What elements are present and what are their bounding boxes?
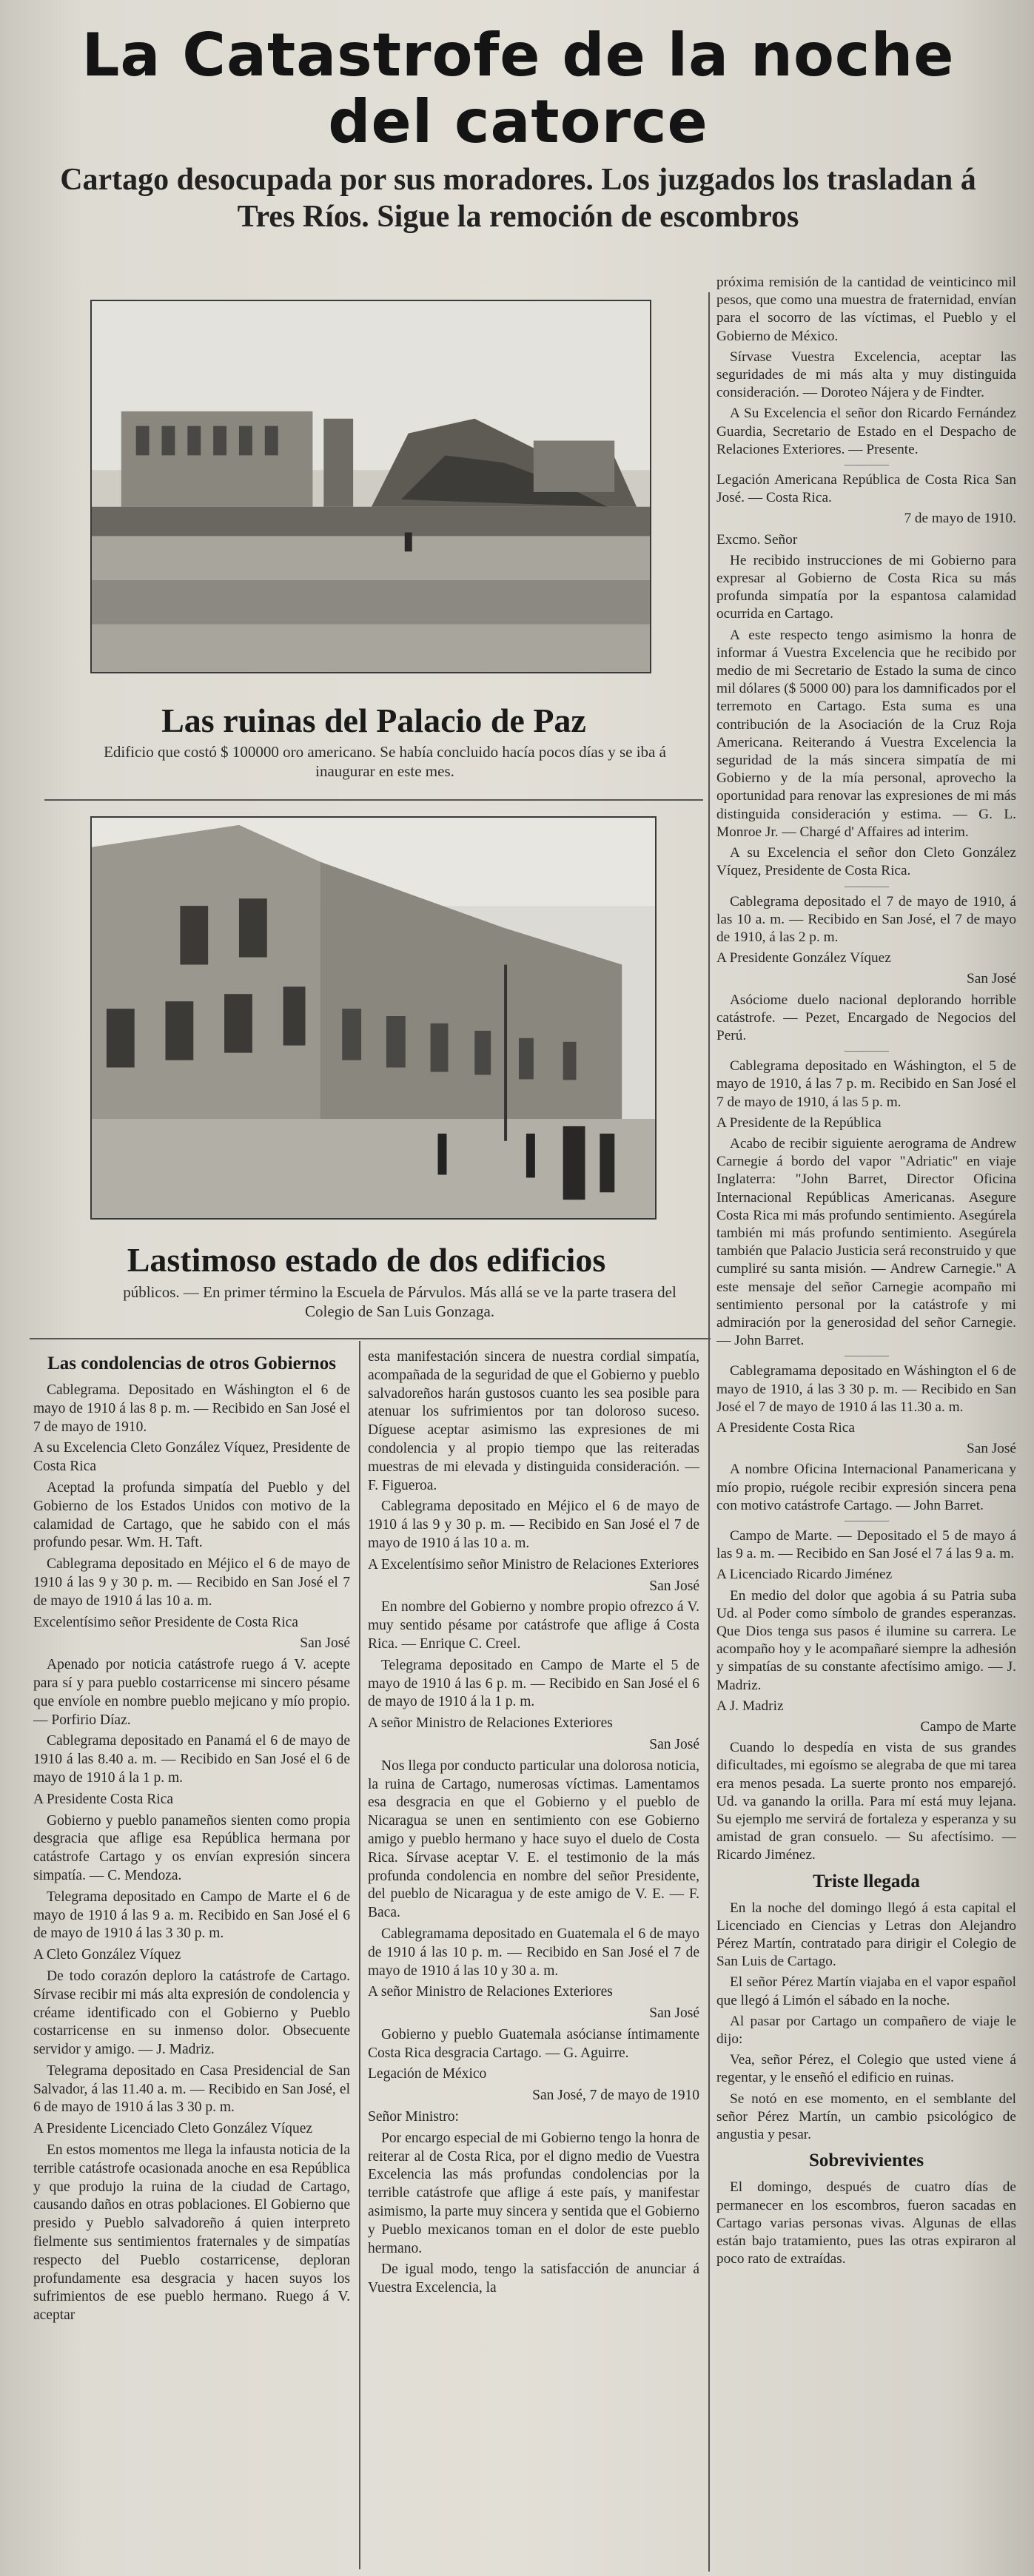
- col3-p20: Campo de Marte. — Depositado el 5 de mayo á las 9 a. m. — Recibido en San José el 7 á las 9 a. m.: [716, 1528, 1016, 1562]
- col3-p2: A Su Excelencia el señor don Ricardo Fernández Guardia, Secretario de Estado en el Despacho de Relaciones Exteriores. — Presente.: [716, 406, 1016, 457]
- photo1-caption: Edificio que costó $ 100000 oro americano. Se había concluido hacía pocos días y se iba á inaugurar en este mes.: [104, 743, 666, 780]
- col3-p10: A Presidente González Víquez: [716, 950, 891, 966]
- col1-p7: Cablegrama depositado en Panamá el 6 de mayo de 1910 á las 8.40 a. m. — Recibido en San José el 6 de mayo de 1910 á la 1 p. m.: [33, 1733, 350, 1786]
- condolencias-heading: Las condolencias de otros Gobiernos: [47, 1353, 336, 1373]
- col2-p5: Telegrama depositado en Campo de Marte el 5 de mayo de 1910 á las 6 p. m. — Recibido en San José el 6 de mayo de 1910 á la 1 p. m.: [368, 1657, 699, 1710]
- col3-p1: Sírvase Vuestra Excelencia, aceptar las seguridades de mi más alta y muy distinguida consideración. — Doroteo Nájera y de Findter.: [716, 349, 1016, 401]
- col1-p9: Gobierno y pueblo panameños sienten como propia desgracia que aflige esa República hermana por catástrofe Cartago y os envían expresión sincera simpatía. — C. Mendoza.: [33, 1812, 350, 1883]
- col3-p3: Legación Americana República de Costa Rica San José. — Costa Rica.: [716, 472, 1016, 506]
- col3-p23: A J. Madriz: [716, 1698, 784, 1714]
- photo2-title: Lastimoso estado de dos edificios: [127, 1241, 606, 1279]
- col2-p11: San José: [649, 2005, 699, 2022]
- triste-llegada-heading: Triste llegada: [813, 1871, 920, 1891]
- col3-p18: San José: [967, 1441, 1016, 1457]
- col1-p11: A Cleto González Víquez: [33, 1947, 181, 1963]
- col3-p26: En la noche del domingo llegó á esta capital el Licenciado en Ciencias y Letras don Alejandro Pérez Martín, contratado para dirigir el Colegio de San Luis de Cartago.: [716, 1900, 1016, 1970]
- photo-palacio-de-paz: [90, 300, 651, 673]
- lower-divider: [30, 1338, 711, 1339]
- article-column-2: [368, 1348, 699, 2572]
- col3-p25: Cuando lo despedía en vista de sus grandes dificultades, mi egoísmo se alegraba de que mi tarea era menos pesada. La suerte pronto nos emparejó. Ud. va ganando la orilla. Para mí está muy lejana. Su ejemplo me servirá de fortaleza y esperanza y su amistad de gran consuelo. — Su afectísimo. — Ricardo Jiménez.: [716, 1740, 1016, 1863]
- col1-p10: Telegrama depositado en Campo de Marte el 6 de mayo de 1910 á las 9 a. m. Recibido en San José el 6 de mayo de 1910 á las 3 30 p. m.: [33, 1889, 350, 1942]
- col3-separator-3: [845, 1051, 889, 1052]
- col1-p2: Aceptad la profunda simpatía del Pueblo y del Gobierno de los Estados Unidos con motivo de la calamidad de Cartago, que he sabido con el más profundo pesar. Wm. H. Taft.: [33, 1479, 350, 1551]
- photo2-caption: públicos. — En primer término la Escuela de Párvulos. Más allá se ve la parte trasera del Colegio de San Luis Gonzaga.: [123, 1283, 677, 1320]
- article-column-1: [33, 1347, 350, 2572]
- col2-p16: Por encargo especial de mi Gobierno tengo la honra de reiterar al de Costa Rica, por el digno medio de Vuestra Excelencia las más profundas condolencias por la terrible catástrofe que aflige á este país, y manifestar asimismo, la parte muy sincera y sentida que el Gobierno y Pueblo mexicanos toman en el dolor de este pueblo hermano.: [368, 2130, 699, 2256]
- col2-p0: esta manifestación sincera de nuestra cordial simpatía, acompañada de la seguridad de que el Gobierno y pueblo salvadoreños harán gustosos cuanto les sea posible para atenuar los sufrimientos por tan doloroso suceso. Díguese aceptar asimismo las expresiones de mi condolencia y al propio tiempo que las reiteradas muestras de mi elevada y distinguida consideración. — F. Figueroa.: [368, 1349, 699, 1493]
- col1-p0: Cablegrama. Depositado en Wáshington el 6 de mayo de 1910 á las 8 p. m. — Recibido en San José el 7 de mayo de 1910.: [33, 1382, 350, 1435]
- col1-p6: Apenado por noticia catástrofe ruego á V. acepte para sí y para pueblo costarricense mi sincero pésame que envíole en nombre pueblo mejicano y mío propio. — Porfirio Díaz.: [33, 1657, 350, 1728]
- col2-p10: A señor Ministro de Relaciones Exteriores: [368, 1984, 613, 2000]
- col3-p7: A este respecto tengo asimismo la honra de informar á Vuestra Excelencia que he recibido por medio de mi Secretario de Estado la suma de cinco mil dólares ($ 5000 00) para los damnificados por el terremoto en Cartago. Esta suma es una contribución de la Asociación de la Cruz Roja Americana. Reiterando á Vuestra Excelencia la seguridad de la más sincera simpatía de mi Gobierno y de la mía personal, aprovecho la oportunidad para renovar las expresiones de mi más distinguida consideración y estima. — G. L. Monroe Jr. — Chargé d' Affaires ad interim.: [716, 627, 1016, 840]
- col3-p5: Excmo. Señor: [716, 531, 798, 548]
- col2-p7: San José: [649, 1736, 699, 1752]
- col2-p3: San José: [649, 1578, 699, 1594]
- col1-p3: Cablegrama depositado en Méjico el 6 de mayo de 1910 á las 9 y 30 p. m. — Recibido en San José el 7 de mayo de 1910 á las 10 a. m.: [33, 1556, 350, 1609]
- col3-p9: Cablegrama depositado el 7 de mayo de 1910, á las 10 a. m. — Recibido en San José, el 7 de mayo de 1910, á las 2 p. m.: [716, 893, 1016, 945]
- col1-p1: A su Excelencia Cleto González Víquez, Presidente de Costa Rica: [33, 1440, 350, 1475]
- col3-p8: A su Excelencia el señor don Cleto González Víquez, Presidente de Costa Rica.: [716, 845, 1016, 879]
- column-rule-2: [708, 292, 710, 2572]
- col2-p13: Legación de México: [368, 2066, 487, 2082]
- column-rule-1: [359, 1341, 360, 2569]
- col3-p12: Asóciome duelo nacional deplorando horrible catástrofe. — Pezet, Encargado de Negocios del Perú.: [716, 992, 1016, 1043]
- col3-p24: Campo de Marte: [920, 1719, 1016, 1735]
- col2-p1: Cablegrama depositado en Méjico el 6 de mayo de 1910 á las 9 y 30 p. m. — Recibido en San José el 7 de mayo de 1910 á las 10 a. m.: [368, 1499, 699, 1551]
- col3-p29: Vea, señor Pérez, el Colegio que usted viene á regentar, y le enseñó el edificio en ruinas.: [716, 2052, 1016, 2086]
- page-subheadline: Cartago desocupada por sus moradores. Los juzgados los trasladan á Tres Ríos. Sigue la remoción de escombros: [60, 163, 976, 234]
- col3-p13: Cablegrama depositado en Wáshington, el 5 de mayo de 1910, á las 7 p. m. Recibido en San José el 7 de mayo de 1910, á las 5 p. m.: [716, 1058, 1016, 1110]
- col2-p8: Nos llega por conducto particular una dolorosa noticia, la ruina de Cartago, numerosas víctimas. Lamentamos esa desgracia en que el Gobierno y el pueblo de Nicaragua se unen en sentimiento con ese Gobierno amigo y pueblo hermano y hace suyo el duelo de Costa Rica. Sírvase aceptar V. E. el testimonio de la más profunda condolencia en nombre del señor Presidente, del pueblo de Nicaragua y de este amigo de V. E. — F. Baca.: [368, 1758, 699, 1921]
- col2-p14: San José, 7 de mayo de 1910: [532, 2088, 699, 2104]
- col3-p16: Cablegramama depositado en Wáshington el 6 de mayo de 1910, á las 3 30 p. m. — Recibido en San José el 7 de mayo de 1910 á las 11.30 a. m.: [716, 1363, 1016, 1415]
- sobrevivientes-heading: Sobrevivientes: [808, 2150, 924, 2171]
- col3-p15: Acabo de recibir siguiente aerograma de Andrew Carnegie á bordo del vapor "Adriatic" en viaje Inglaterra: "John Barret, Director Oficina Internacional Repúblicas Americanas. Asegure Costa Rica mi más profundo sentimiento. Asegúrela también mi más profundo sentimiento. Asegúrela también que Palacio Justicia será reconstruido y que cumpliré su santa misión. — Andrew Carnegie." A este mensaje del señor Carnegie acompaño mi sentimiento personal por la catástrofe y mi admiración por la generosidad del señor Carnegie. — John Barret.: [716, 1135, 1016, 1349]
- col3-p21: A Licenciado Ricardo Jiménez: [716, 1567, 893, 1583]
- col1-p5: San José: [300, 1635, 350, 1652]
- col3-p11: San José: [967, 971, 1016, 987]
- col3-p0: próxima remisión de la cantidad de veinticinco mil pesos, que como una muestra de fraternidad, envían para el socorro de las víctimas, el Pueblo y el Gobierno de México.: [716, 275, 1016, 344]
- col2-p12: Gobierno y pueblo Guatemala asócianse íntimamente Costa Rica desgracia Cartago. — G. Aguirre.: [368, 2026, 699, 2061]
- col2-p15: Señor Ministro:: [368, 2109, 459, 2125]
- col1-p13: Telegrama depositado en Casa Presidencial de San Salvador, á las 11.40 a. m. — Recibido en San José, el 6 de mayo de 1910 á las 3 30 p. m.: [33, 2062, 350, 2116]
- col3-p22: En medio del dolor que agobia á su Patria suba Ud. al Poder como símbolo de grandes esperanzas. Que Dios tenga sus pasos é ilumine su carrera. Le acompaño hoy y le acompañaré siempre la adhesión y simpatías de su constante afectísimo amigo. — J. Madriz.: [716, 1587, 1016, 1693]
- col3-p14: A Presidente de la República: [716, 1114, 882, 1131]
- col2-p6: A señor Ministro de Relaciones Exteriores: [368, 1715, 613, 1732]
- col3-p17: A Presidente Costa Rica: [716, 1419, 855, 1436]
- col3-p27: El señor Pérez Martín viajaba en el vapor español que llegó á Limón el sábado en la noche.: [716, 1974, 1016, 2008]
- col2-p2: A Excelentísimo señor Ministro de Relaciones Exteriores: [368, 1556, 699, 1573]
- col3-p19: A nombre Oficina Internacional Panamericana y mío propio, ruégole recibir expresión sincera pena con motivo catástrofe Cartago. — John Barret.: [716, 1462, 1016, 1513]
- col2-p17: De igual modo, tengo la satisfacción de anunciar á Vuestra Excelencia, la: [368, 2261, 699, 2296]
- col3-p28: Al pasar por Cartago un compañero de viaje le dijo:: [716, 2013, 1016, 2048]
- col3-p6: He recibido instrucciones de mi Gobierno para expresar al Gobierno de Costa Rica su más profunda simpatía por la espantosa calamidad ocurrida en Cartago.: [716, 552, 1016, 622]
- article-column-3: [716, 274, 1016, 2572]
- col3-p4: 7 de mayo de 1910.: [904, 511, 1016, 527]
- col2-p9: Cablegramama depositado en Guatemala el 6 de mayo de 1910 á las 10 p. m. — Recibido en San José el 7 de mayo de 1910 á las 10 y 30 a. m.: [368, 1926, 699, 1979]
- col1-p14: A Presidente Licenciado Cleto González Víquez: [33, 2121, 313, 2137]
- page-headline: La Catastrofe de la noche del catorce: [81, 21, 955, 156]
- photo1-title: Las ruinas del Palacio de Paz: [161, 702, 586, 739]
- col1-p12: De todo corazón deploro la catástrofe de Cartago. Sírvase recibir mi más alta expresión de condolencia y créame identificado con el Gobierno y Pueblo costarricense en su inmenso dolor. Obsecuente servidor y amigo. — J. Madriz.: [33, 1968, 350, 2058]
- photo-dos-edificios: [90, 816, 657, 1220]
- col1-p8: A Presidente Costa Rica: [33, 1791, 174, 1807]
- col3-p31: El domingo, después de cuatro días de permanecer en los escombros, fueron sacadas en Cartago varias personas vivas. Algunas de ellas están bajo tratamiento, pues las otras expiraron al poco rato de extraídas.: [716, 2179, 1016, 2267]
- col3-p30: Se notó en ese momento, en el semblante del señor Pérez Martín, un cambio psicológico de angustia y pesar.: [716, 2091, 1016, 2143]
- photo-divider: [44, 799, 703, 801]
- col1-p15: En estos momentos me llega la infausta noticia de la terrible catástrofe ocasionada anoche en esa República y que produjo la ruina de la ciudad de Cartago, causando daños en otras poblaciones. El Gobierno que presido y Pueblo salvadoreño á quien interpreto fielmente sus sentimientos fraternales y de simpatías respecto del Pueblo costarricense, deploran profundamente esa desgracia y hacen suyos los sufrimientos de ese pueblo hermano. Ruego á V. aceptar: [33, 2142, 350, 2324]
- col1-p4: Excelentísimo señor Presidente de Costa Rica: [33, 1614, 298, 1630]
- col2-p4: En nombre del Gobierno y nombre propio ofrezco á V. muy sentido pésame por catástrofe que aflige á Costa Rica. — Enrique C. Creel.: [368, 1599, 699, 1652]
